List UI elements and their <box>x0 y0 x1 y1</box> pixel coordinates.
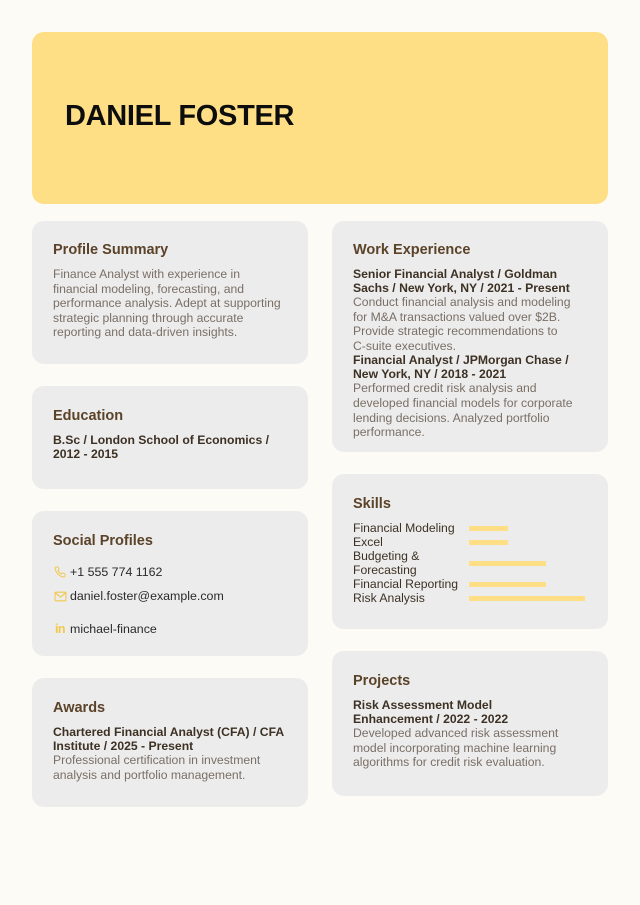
phone-value: +1 555 774 1162 <box>70 565 163 579</box>
candidate-name: DANIEL FOSTER <box>65 100 295 132</box>
section-title: Awards <box>53 700 106 716</box>
linkedin-value: michael-finance <box>70 622 157 636</box>
social-profiles-card <box>32 511 308 656</box>
skill-level-bar <box>469 582 546 587</box>
mail-icon <box>53 589 67 603</box>
award-entry-description: Professional certification in investment analysis and portfolio management. <box>53 753 261 782</box>
work-entry-description: Performed credit risk analysis and developed financial models for corporate lending decisions. Analyzed portfolio performance. <box>353 381 573 440</box>
section-title: Education <box>53 408 124 424</box>
project-entry-description: Developed advanced risk assessment model incorporating machine learning algorithms for credit risk evaluation. <box>353 726 559 770</box>
profile-summary-text: Finance Analyst with experience in financial modeling, forecasting, and performance analysis. Adept at supporting strategic planning through accurate reporting and data-driven insights. <box>53 267 281 340</box>
section-title: Skills <box>353 496 391 512</box>
education-card <box>32 386 308 489</box>
award-entry-title: Chartered Financial Analyst (CFA) / CFA Institute / 2025 - Present <box>53 725 284 753</box>
skill-row <box>353 591 587 605</box>
skill-level-bar <box>469 526 508 531</box>
section-title: Projects <box>353 673 411 689</box>
phone-row[interactable] <box>53 564 287 580</box>
linkedin-icon: in <box>54 622 66 636</box>
section-title: Work Experience <box>353 242 471 258</box>
linkedin-row[interactable] <box>53 621 287 637</box>
skill-row <box>353 577 587 591</box>
skill-name: Financial Reporting <box>353 577 459 591</box>
section-title: Profile Summary <box>53 242 169 258</box>
skill-level-bar <box>469 561 546 566</box>
awards-card <box>32 678 308 807</box>
resume-header <box>32 32 608 204</box>
skill-name: Risk Analysis <box>353 591 425 605</box>
skill-level-bar <box>469 596 585 601</box>
email-value: daniel.foster@example.com <box>70 589 224 603</box>
skill-row <box>353 521 587 535</box>
projects-card <box>332 651 608 796</box>
work-entry-title: Financial Analyst / JPMorgan Chase / New York, NY / 2018 - 2021 <box>353 353 569 382</box>
profile-summary-card <box>32 221 308 364</box>
skill-row <box>353 535 587 549</box>
email-row[interactable] <box>53 588 287 604</box>
skill-row <box>353 549 587 577</box>
phone-icon <box>53 565 67 579</box>
work-entry-description: Conduct financial analysis and modeling for M&A transactions valued over $2B. Provide strategic recommendations to C-suite executives. <box>353 295 571 353</box>
project-entry-title: Risk Assessment Model Enhancement / 2022 - 2022 <box>353 698 509 726</box>
work-entry-title: Senior Financial Analyst / Goldman Sachs / New York, NY / 2021 - Present <box>353 267 570 295</box>
skills-card <box>332 474 608 629</box>
skill-name: Excel <box>353 535 383 549</box>
education-entry-title: B.Sc / London School of Economics / 2012 - 2015 <box>53 433 270 461</box>
skill-level-bar <box>469 540 508 545</box>
work-experience-card <box>332 221 608 452</box>
section-title: Social Profiles <box>53 533 153 549</box>
skill-name: Budgeting & Forecasting <box>353 549 420 577</box>
skill-name: Financial Modeling <box>353 521 455 535</box>
